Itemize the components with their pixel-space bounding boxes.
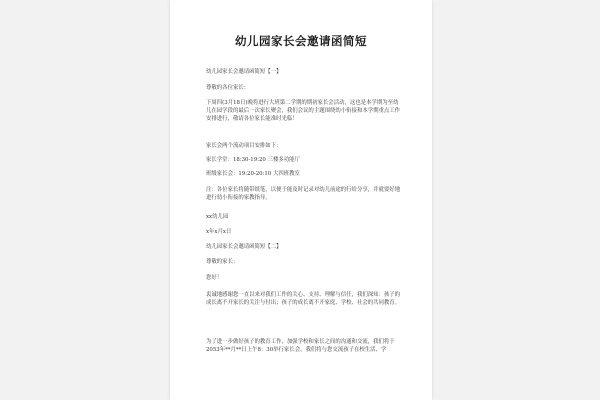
section1-note: 注：各位家长将随带纸笔，以便于能及时记录对幼儿前途的行给分享，并就要好地进行幼小衔接的家教指导。 <box>206 187 401 202</box>
section1-heading: 幼儿园家长会邀请函简短【一】 <box>206 69 282 75</box>
section2-greeting: 您好！ <box>206 275 223 281</box>
schedule-title: 家长会两个流动项目安排如下： <box>206 143 282 149</box>
section1-salutation: 尊敬的各位家长： <box>206 85 250 91</box>
section1-signature: xx幼儿园 <box>206 214 229 220</box>
section2-salutation: 尊敬的家长： <box>206 259 239 265</box>
section2-heading: 幼儿园家长会邀请函简短【二】 <box>206 244 282 250</box>
section2-para1: 衷诚地感谢您一直以来对我们工作的关心、支持、理解与信任，我们深知：孩子的成长离不开家长的关注与付出；孩子的成长离不开家庭、学校、社会的共同教育。 <box>206 292 401 307</box>
section2-para2: 为了进一步做好孩子的教育工作，加强学校和家长之间的沟通和交流，我们将于2053年**月**日上午8：30举行家长会，我们将与您交流孩子在校生活、学 <box>206 339 395 354</box>
schedule-item-1: 家长学堂：18:30-19:20 三楼多功能厅 <box>206 157 300 163</box>
document-page <box>170 0 432 400</box>
section1-intro: 下周四(3月18日)晚将进行大班第二学期的期初家长会活动，这也是本学期为至幼儿在园学段的最后一次家长聚会，我们会议的主题围绕幼小衔接和本学期重点工作安排进行，敬请各位家长能准时光临！ <box>206 100 401 123</box>
document-title: 幼儿园家长会邀请函简短 <box>235 34 367 48</box>
section1-date: x年x月x日 <box>206 229 232 235</box>
schedule-item-2: 班级家长会：19:20-20:10 大四班教室 <box>206 171 300 177</box>
